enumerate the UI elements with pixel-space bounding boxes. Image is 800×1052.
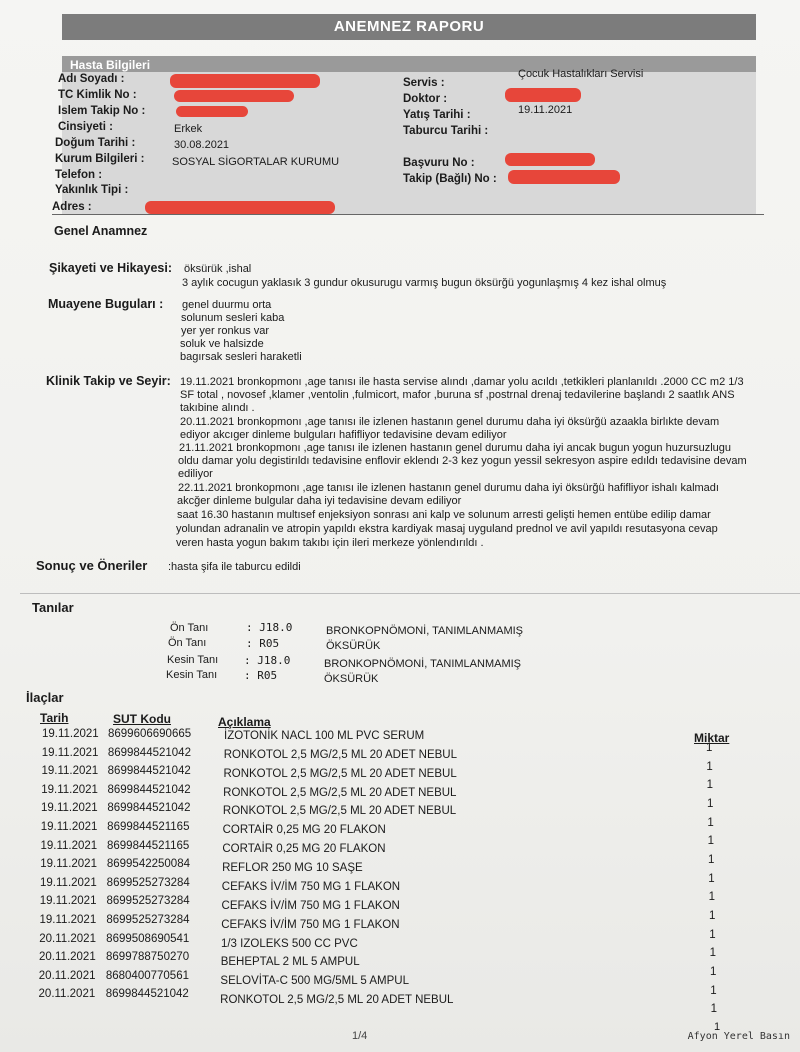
ilac-row <box>0 876 800 904</box>
patient-info-header <box>62 56 756 72</box>
report-title: ANEMNEZ RAPORU <box>62 14 756 40</box>
label-tc: TC Kimlik No : <box>58 89 137 101</box>
klinik-label: Klinik Takip ve Seyir: <box>46 374 171 388</box>
ilac-miktar: 1 <box>708 909 716 922</box>
ilac-aciklama: 1/3 IZOLEKS 500 CC PVC <box>220 937 358 950</box>
sikayet-label: Şikayeti ve Hikayesi: <box>49 261 172 275</box>
ilac-sut: 8699606690665 <box>108 728 192 740</box>
redaction-mark <box>174 90 294 102</box>
ilac-row <box>0 746 800 773</box>
ilac-sut: 8699508690541 <box>106 932 190 945</box>
tani-name: ÖKSÜRÜK <box>326 640 381 652</box>
muayene-line: solunum sesleri kaba <box>181 312 285 324</box>
redaction-mark <box>508 170 620 184</box>
ilac-tarih: 19.11.2021 <box>40 821 98 833</box>
tanilar-heading: Tanılar <box>32 600 74 615</box>
value-servis: Çocuk Hastalıkları Servisi <box>518 68 644 80</box>
ilac-aciklama: SELOVİTA-C 500 MG/5ML 5 AMPUL <box>220 975 409 988</box>
klinik-line: 20.11.2021 bronkopmonı ,age tanısı ile izlenen hastanın genel durumu daha iyi öksürğü azaakla birlıkte devam <box>180 416 720 428</box>
tani-type: Kesin Tanı <box>167 654 219 666</box>
label-takip: Takip (Bağlı) No : <box>403 173 497 185</box>
col-aciklama: Açıklama <box>218 715 271 729</box>
ilac-tarih: 19.11.2021 <box>42 728 99 740</box>
ilac-tarih: 19.11.2021 <box>40 839 98 852</box>
tani-name: BRONKOPNÖMONİ, TANIMLANMAMIŞ <box>326 625 524 637</box>
patient-info-header-label: Hasta Bilgileri <box>70 58 151 72</box>
muayene-line: bagırsak sesleri haraketli <box>180 351 302 363</box>
ilac-tarih: 19.11.2021 <box>41 746 99 759</box>
ilac-sut: 8699844521042 <box>105 988 189 1001</box>
tani-name: BRONKOPNÖMONİ, TANIMLANMAMIŞ <box>324 658 522 670</box>
ilac-tarih: 19.11.2021 <box>39 914 97 926</box>
ilac-aciklama: CORTAİR 0,25 MG 20 FLAKON <box>222 824 386 837</box>
ilac-sut: 8699844521042 <box>107 802 191 815</box>
ilac-aciklama: BEHEPTAL 2 ML 5 AMPUL <box>220 956 360 969</box>
ilac-miktar: 1 <box>706 779 714 792</box>
ilac-sut: 8699788750270 <box>106 951 190 964</box>
col-sut: SUT Kodu <box>113 712 171 726</box>
ilac-sut: 8699844521165 <box>107 839 190 852</box>
muayene-line: soluk ve halsizde <box>180 338 264 350</box>
ilac-tarih: 19.11.2021 <box>41 765 99 778</box>
label-cinsiyet: Cinsiyeti : <box>58 121 113 133</box>
ilac-aciklama: RONKOTOL 2,5 MG/2,5 ML 20 ADET NEBUL <box>223 786 457 799</box>
tani-code: : J18.0 <box>244 654 291 667</box>
ilac-aciklama: CORTAİR 0,25 MG 20 FLAKON <box>222 843 386 856</box>
ilac-sut: 8699844521042 <box>107 746 191 759</box>
ilac-tarih: 20.11.2021 <box>38 969 96 982</box>
sonuc-value: :hasta şifa ile taburcu edildi <box>168 561 301 573</box>
klinik-line: takıbine alındı . <box>180 402 255 414</box>
sikayet-line: 3 aylık cocugun yaklasık 3 gundur okusurugu varmış bugun öksürğü yogunlaşmış 4 kez ishal olmuş <box>182 277 667 289</box>
label-name: Adı Soyadı : <box>58 73 125 85</box>
ilac-miktar: 1 <box>709 947 717 960</box>
klinik-line: SF total , novosef ,klamer ,ventolin ,fulmicort, mafor ,buruna sf ,postrnal drenaj tedavilerine başlandı 2 saatlık ANS <box>180 389 735 401</box>
ilac-aciklama: RONKOTOL 2,5 MG/2,5 ML 20 ADET NEBUL <box>220 994 454 1007</box>
tani-type: Kesin Tanı <box>166 669 218 681</box>
label-adres: Adres : <box>52 201 92 213</box>
ilac-miktar: 1 <box>710 1003 718 1016</box>
sikayet-line: öksürük ,ishal <box>184 263 252 275</box>
ilac-miktar: 1 <box>706 797 714 810</box>
value-cinsiyet: Erkek <box>174 123 203 135</box>
label-yakinlik: Yakınlık Tipi : <box>55 184 129 196</box>
redaction-mark <box>505 88 581 102</box>
klinik-line: 22.11.2021 bronkopmonı ,age tanısı ile izlenen hastanın genel durumu daha iyi öksürğü hafifliyor ishalı kalmadı <box>178 482 719 494</box>
label-basvuru: Başvuru No : <box>403 157 475 169</box>
divider <box>20 593 800 594</box>
ilac-miktar: 1 <box>706 742 713 754</box>
klinik-line: ediyor akcıger dinleme bulguları hafifliyor tedavisine devam ediliyor <box>180 429 507 441</box>
watermark: Afyon Yerel Basın <box>687 1031 790 1042</box>
tani-type: Ön Tanı <box>170 622 209 634</box>
genel-anamnez-heading: Genel Anamnez <box>54 224 148 238</box>
label-doktor: Doktor : <box>403 93 448 105</box>
ilac-aciklama: CEFAKS İV/İM 750 MG 1 FLAKON <box>221 899 400 912</box>
klinik-line: veren hasta yogun bakım takıbı için ileri merkeze yönlendırıldı . <box>176 537 484 549</box>
ilac-miktar: 1 <box>709 928 716 941</box>
ilac-tarih: 19.11.2021 <box>41 802 98 815</box>
ilac-tarih: 19.11.2021 <box>39 895 97 908</box>
ilac-aciklama: CEFAKS İV/İM 750 MG 1 FLAKON <box>221 918 400 931</box>
value-dogum: 30.08.2021 <box>174 139 230 151</box>
redaction-mark <box>145 201 335 214</box>
ilac-miktar: 1 <box>708 891 716 904</box>
redaction-mark <box>176 106 248 117</box>
klinik-line: akcğer dinleme bulgular daha iyi tedavisine devam ediliyor <box>177 495 462 507</box>
tani-code: : R05 <box>244 669 278 682</box>
ilac-aciklama: RONKOTOL 2,5 MG/2,5 ML 20 ADET NEBUL <box>223 748 457 761</box>
label-dogum: Doğum Tarihi : <box>55 137 136 149</box>
tani-name: ÖKSÜRÜK <box>324 673 379 685</box>
ilac-sut: 8699525273284 <box>106 914 190 926</box>
ilac-tarih: 20.11.2021 <box>39 932 96 945</box>
ilac-aciklama: İZOTONİK NACL 100 ML PVC SERUM <box>224 730 425 742</box>
klinik-line: 21.11.2021 bronkopmonı ,age tanısı ile izlenen hastanın genel durumu daha iyi ancak bugun yogun huzursuzlugu <box>179 442 732 454</box>
label-kurum: Kurum Bilgileri : <box>55 153 145 165</box>
ilac-miktar: 1 <box>710 984 717 997</box>
ilac-row <box>0 895 800 922</box>
ilac-aciklama: CEFAKS İV/İM 750 MG 1 FLAKON <box>221 880 401 893</box>
ilac-row <box>0 783 800 810</box>
ilac-aciklama: RONKOTOL 2,5 MG/2,5 ML 20 ADET NEBUL <box>222 805 457 818</box>
ilac-sut: 8699844521165 <box>107 821 190 833</box>
divider <box>52 214 764 215</box>
ilaclar-heading: İlaçlar <box>26 690 64 705</box>
col-tarih: Tarih <box>40 711 69 725</box>
tani-code: : J18.0 <box>246 621 293 634</box>
ilac-tarih: 19.11.2021 <box>41 783 98 796</box>
value-kurum: SOSYAL SİGORTALAR KURUMU <box>172 156 340 168</box>
ilac-miktar: 1 <box>709 965 717 978</box>
klinik-line: saat 16.30 hastanın multısef enjeksiyon sonrası ani kalp ve solunum arresti gelişti hemen entübe edilip damar <box>177 509 711 521</box>
muayene-line: yer yer ronkus var <box>181 325 270 337</box>
ilac-sut: 8699542250084 <box>106 858 190 871</box>
klinik-line: yolundan adranalin ve atropin yapıldı ekstra kardiyak masaj uyguland prednol ve avil yapıldı resutasyona cevap <box>176 523 718 535</box>
muayene-label: Muayene Buguları : <box>48 297 164 311</box>
ilac-miktar: 1 <box>707 853 715 866</box>
ilac-row <box>0 821 800 848</box>
ilac-aciklama: RONKOTOL 2,5 MG/2,5 ML 20 ADET NEBUL <box>223 767 457 780</box>
extra-miktar: 1 <box>714 1021 721 1033</box>
ilac-tarih: 20.11.2021 <box>39 951 96 964</box>
value-yatis: 19.11.2021 <box>518 104 573 116</box>
label-telefon: Telefon : <box>55 169 103 181</box>
ilac-sut: 8699844521042 <box>107 783 191 796</box>
tani-code: : R05 <box>246 637 280 650</box>
label-servis: Servis : <box>403 77 445 89</box>
col-miktar: Miktar <box>694 731 730 745</box>
muayene-line: genel duurmu orta <box>182 299 272 311</box>
ilac-miktar: 1 <box>707 835 715 848</box>
ilac-miktar: 1 <box>708 872 715 885</box>
redaction-mark <box>170 74 320 88</box>
ilac-sut: 8699844521042 <box>107 765 191 778</box>
ilac-miktar: 1 <box>707 816 714 829</box>
ilac-tarih: 19.11.2021 <box>40 876 97 889</box>
page-number: 1/4 <box>352 1030 368 1042</box>
redaction-mark <box>505 153 595 166</box>
ilac-tarih: 19.11.2021 <box>40 858 97 871</box>
label-islem-takip: Islem Takip No : <box>58 105 146 117</box>
ilac-sut: 8699525273284 <box>106 895 190 908</box>
tani-type: Ön Tanı <box>168 637 207 649</box>
klinik-line: oldu damar yolu degistirıldı tedavisine enflovir eklendı 2-3 kez yogun yessil sekresyon aspire edıldı tedavisine devam <box>178 455 747 467</box>
ilac-row <box>0 765 800 792</box>
klinik-line: 19.11.2021 bronkopmonı ,age tanısı ile hasta servise alındı ,damar yolu acıldı ,tetkikleri planlanıldı .2000 CC m2 1/3 <box>180 376 744 388</box>
label-yatis: Yatış Tarihi : <box>403 109 471 121</box>
ilac-aciklama: REFLOR 250 MG 10 SAŞE <box>222 862 363 875</box>
sonuc-label: Sonuç ve Öneriler <box>36 558 148 573</box>
label-taburcu: Taburcu Tarihi : <box>403 125 489 137</box>
ilac-row <box>0 988 800 1016</box>
ilac-tarih: 20.11.2021 <box>38 988 96 1001</box>
ilac-miktar: 1 <box>706 760 713 773</box>
ilac-sut: 8699525273284 <box>106 876 190 889</box>
ilac-sut: 8680400770561 <box>105 969 189 982</box>
klinik-line: ediliyor <box>178 468 213 480</box>
